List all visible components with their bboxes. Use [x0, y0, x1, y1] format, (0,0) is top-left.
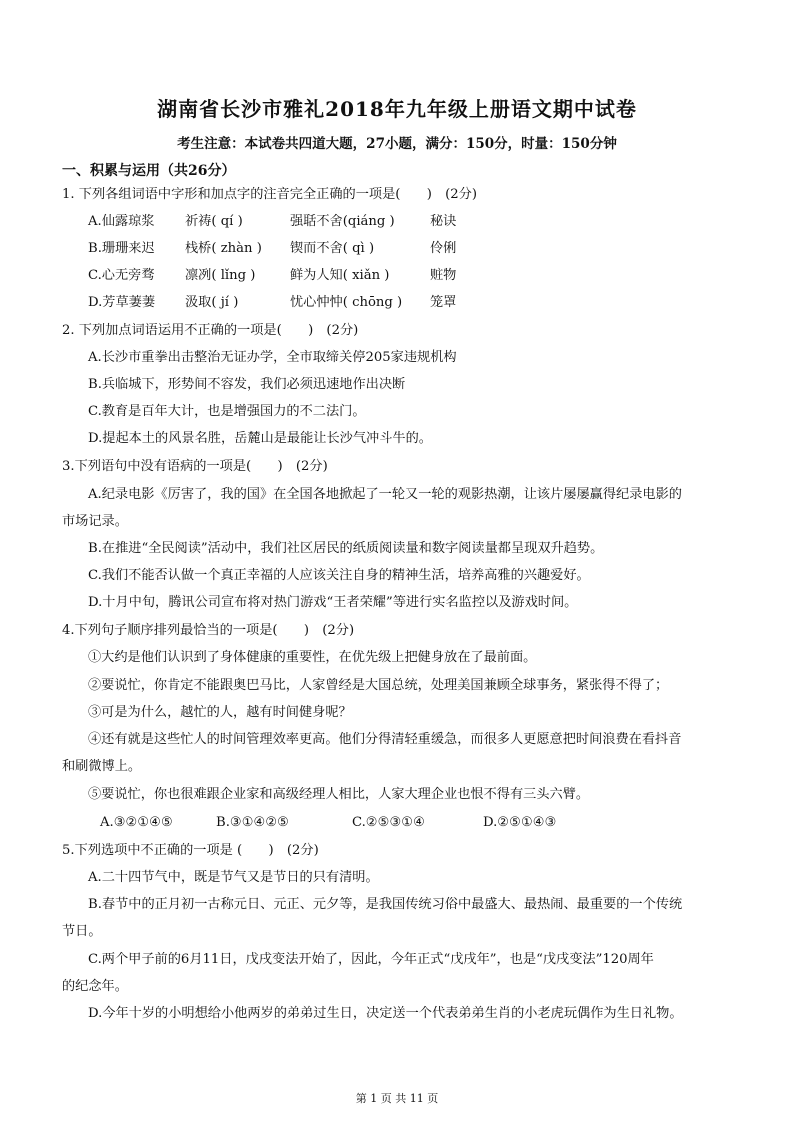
q1-d-c2: 汲取( jí )	[185, 295, 239, 310]
q1-c-c1: C.心无旁骛	[88, 268, 155, 283]
q4-sentence-1: ①大约是他们认识到了身体健康的重要性，在优先级上把健身放在了最前面。	[88, 650, 537, 665]
page-footer: 第 1 页 共 11 页	[355, 1092, 439, 1105]
q5-option-a: A.二十四节气中，既是节气又是节日的只有清明。	[88, 870, 379, 885]
q4-stem: 4.下列句子顺序排列最恰当的一项是( ) (2分)	[62, 623, 355, 638]
q5-option-c-line1: C.两个甲子前的6月11日，戊戌变法开始了，因此，今年正式“戊戌年”，也是“戊戌变法”120周年	[88, 952, 654, 967]
q1-b-c3: 锲而不舍( qì )	[290, 241, 375, 256]
q2-option-b: B.兵临城下，形势间不容发，我们必须迅速地作出决断	[88, 377, 406, 392]
q1-stem: 1. 下列各组词语中字形和加点字的注音完全正确的一项是( ) (2分)	[62, 187, 477, 202]
q1-a-c3: 强聒不舍(qiáng )	[290, 214, 395, 229]
q5-option-d: D.今年十岁的小明想给小他两岁的弟弟过生日，决定送一个代表弟弟生肖的小老虎玩偶作为生日礼物。	[88, 1006, 683, 1021]
q4-sentence-3: ③可是为什么，越忙的人，越有时间健身呢？	[88, 705, 352, 720]
q4-option-a: A.③②①④⑤	[100, 815, 173, 830]
q5-option-b-line1: B.春节中的正月初一古称元日、元正、元夕等，是我国传统习俗中最盛大、最热闹、最重要的一个传统	[88, 897, 683, 912]
q5-stem: 5.下列选项中不正确的一项是 ( ) (2分)	[62, 843, 319, 858]
q1-c-c4: 赃物	[430, 268, 457, 283]
q1-b-c1: B.珊珊来迟	[88, 241, 155, 256]
q3-option-b: B.在推进“全民阅读”活动中，我们社区居民的纸质阅读量和数字阅读量都呈现双升趋势。	[88, 541, 604, 556]
q1-c-c3: 鲜为人知( xiǎn )	[290, 268, 390, 283]
q4-sentence-5: ⑤要说忙，你也很难跟企业家和高级经理人相比，人家大理企业也恨不得有三头六臂。	[88, 787, 590, 802]
q2-stem: 2. 下列加点词语运用不正确的一项是( ) (2分)	[62, 323, 359, 338]
q3-option-c: C.我们不能否认做一个真正幸福的人应该关注自身的精神生活，培养高雅的兴趣爱好。	[88, 568, 590, 583]
q5-option-c-line2: 的纪念年。	[62, 979, 128, 994]
q3-stem: 3.下列语句中没有语病的一项是( ) (2分)	[62, 459, 328, 474]
q4-option-c: C.②⑤③①④	[352, 815, 425, 830]
exam-title: 湖南省长沙市雅礼2018年九年级上册语文期中试卷	[157, 97, 637, 121]
q3-option-d: D.十月中旬，腾讯公司宣布将对热门游戏“王者荣耀”等进行实名监控以及游戏时间。	[88, 595, 578, 610]
q1-d-c4: 笼罩	[430, 295, 457, 310]
q4-sentence-4-line2: 和刷微博上。	[62, 759, 142, 774]
q1-c-c2: 凛冽( lǐng )	[185, 268, 256, 283]
exam-notice: 考生注意：本试卷共四道大题，27小题，满分：150分，时量：150分钟	[177, 136, 617, 152]
q2-option-c: C.教育是百年大计，也是增强国力的不二法门。	[88, 404, 366, 419]
q4-sentence-4-line1: ④还有就是这些忙人的时间管理效率更高。他们分得清轻重缓急，而很多人更愿意把时间浪费在看抖音	[88, 732, 682, 747]
q3-option-a-line1: A.纪录电影《厉害了，我的国》在全国各地掀起了一轮又一轮的观影热潮，让该片屡屡赢得纪录电影的	[88, 487, 682, 502]
q1-b-c4: 伶俐	[430, 241, 457, 256]
q1-b-c2: 栈桥( zhàn )	[185, 241, 262, 256]
q1-d-c3: 忧心忡忡( chōng )	[290, 295, 403, 310]
q1-a-c1: A.仙露琼浆	[88, 214, 155, 229]
q3-option-a-line2: 市场记录。	[62, 514, 128, 529]
q1-d-c1: D.芳草萋萋	[88, 295, 156, 310]
q1-a-c4: 秘诀	[430, 214, 457, 229]
q2-option-a: A.长沙市重拳出击整治无证办学，全市取缔关停205家违规机构	[88, 350, 457, 365]
q1-a-c2: 祈祷( qí )	[185, 214, 243, 229]
q2-option-d: D.提起本土的风景名胜，岳麓山是最能让长沙气冲斗牛的。	[88, 431, 432, 446]
q5-option-b-line2: 节日。	[62, 924, 102, 939]
q4-sentence-2: ②要说忙，你肯定不能跟奥巴马比，人家曾经是大国总统，处理美国兼顾全球事务，紧张得不得了；	[88, 678, 669, 693]
q4-option-b: B.③①④②⑤	[216, 815, 289, 830]
section-heading: 一、积累与运用（共26分）	[62, 163, 236, 179]
q4-option-d: D.②⑤①④③	[483, 815, 557, 830]
